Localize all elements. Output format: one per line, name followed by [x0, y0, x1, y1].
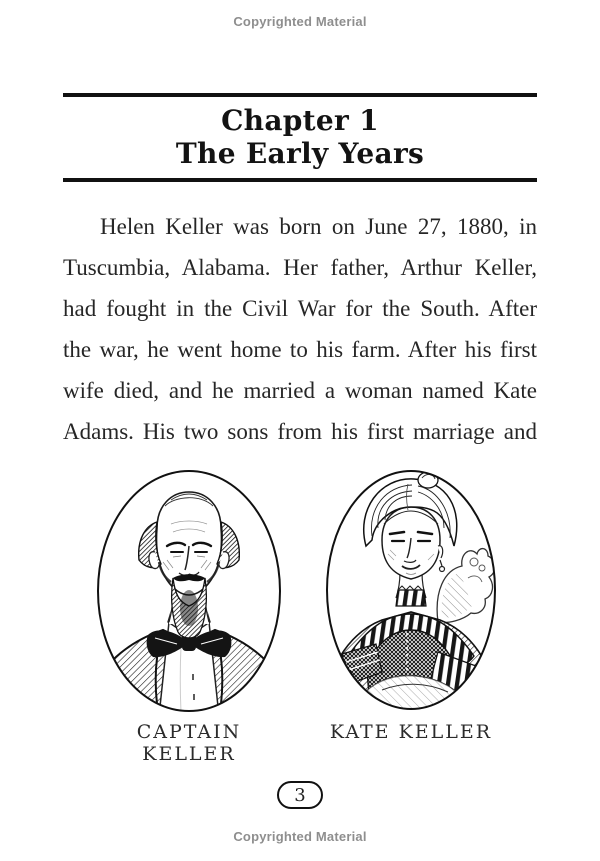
copyright-notice-bottom: Copyrighted Material — [233, 829, 367, 844]
kate-keller-engraving — [322, 466, 500, 714]
captain-keller-engraving — [93, 466, 285, 716]
kate-keller-portrait — [322, 466, 500, 714]
heading-rule-top — [63, 93, 537, 97]
captain-keller-caption: CAPTAIN KELLER — [136, 721, 242, 765]
chapter-title: The Early Years — [175, 137, 425, 170]
body-line-1: Helen Keller was born on June 27, 1880, in — [100, 214, 537, 239]
captain-keller-portrait — [93, 466, 285, 716]
body-line-2: Tuscumbia, Alabama. Her father, Arthur Keller, — [63, 255, 537, 280]
copyright-notice-top: Copyrighted Material — [233, 14, 367, 29]
body-line-5: wife died, and he married a woman named Kate — [63, 378, 537, 403]
body-paragraph — [63, 206, 537, 452]
page-number: 3 — [294, 784, 306, 806]
kate-keller-caption: KATE KELLER — [329, 721, 493, 743]
body-line-4: the war, he went home to his farm. After his first — [63, 337, 537, 362]
chapter-number: Chapter 1 — [221, 104, 379, 137]
chapter-heading — [63, 104, 537, 170]
body-line-6: Adams. His two sons from his first marriage and — [63, 419, 537, 444]
body-line-3: had fought in the Civil War for the South. After — [63, 296, 537, 321]
heading-rule-bottom — [63, 178, 537, 182]
page-number-badge — [277, 781, 323, 809]
